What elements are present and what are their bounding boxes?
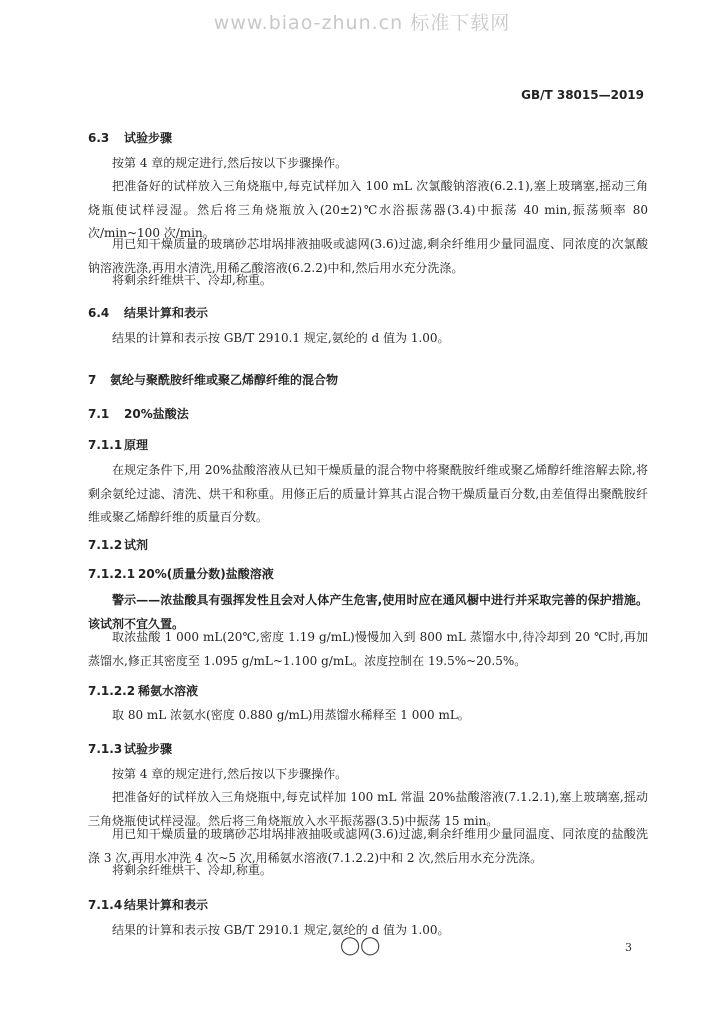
heading-number: 7.1.3 [88, 742, 123, 756]
heading-title: 试验步骤 [124, 131, 173, 145]
heading-title: 结果计算和表示 [124, 898, 209, 912]
heading-number: 7 [88, 373, 97, 387]
heading-title: 试验步骤 [124, 742, 173, 756]
paragraph: 取浓盐酸 1 000 mL(20℃,密度 1.19 g/mL)慢慢加入到 800 mL 蒸馏水中,待冷却到 20 ℃时,再加蒸馏水,修正其密度至 1.095 g/mL~1.100 g/mL。浓度控制在 19.5%~20.5%。 [88, 630, 648, 668]
paragraph: 按第 4 章的规定进行,然后按以下步骤操作。 [112, 156, 348, 170]
heading-number: 7.1 [88, 407, 110, 421]
warning-paragraph: 警示——浓盐酸具有强挥发性且会对人体产生危害,使用时应在通风橱中进行并采取完善的保护措施。该试剂不宜久置。 [88, 593, 648, 631]
heading-number: 7.1.1 [88, 438, 123, 452]
paragraph: 把准备好的试样放入三角烧瓶中,每克试样加入 100 mL 次氯酸钠溶液(6.2.1),塞上玻璃塞,摇动三角烧瓶使试样浸湿。然后将三角烧瓶放入(20±2)℃水浴振荡器(3.4)中振荡 40 min,振荡频率 80 次/min~100 次/min。 [88, 179, 648, 240]
paragraph: 按第 4 章的规定进行,然后按以下步骤操作。 [112, 767, 348, 781]
heading-7-1-2 [88, 536, 148, 553]
heading-title: 氨纶与聚酰胺纤维或聚乙烯醇纤维的混合物 [110, 373, 339, 387]
paragraph: 结果的计算和表示按 GB/T 2910.1 规定,氨纶的 d 值为 1.00。 [112, 331, 450, 345]
heading-6-3 [88, 129, 172, 146]
heading-6-4 [88, 304, 208, 321]
heading-7-1-4 [88, 896, 208, 913]
heading-title: 稀氨水溶液 [138, 684, 199, 698]
heading-7 [88, 371, 338, 388]
standard-code: GB/T 38015—2019 [521, 88, 644, 102]
heading-7-1 [88, 405, 189, 422]
heading-title: 20%(质量分数)盐酸溶液 [138, 567, 274, 581]
paragraph: 取 80 mL 浓氨水(密度 0.880 g/mL)用蒸馏水稀释至 1 000 mL。 [112, 708, 470, 722]
heading-number: 6.3 [88, 131, 110, 145]
paragraph: 把准备好的试样放入三角烧瓶中,每克试样加 100 mL 常温 20%盐酸溶液(7.1.2.1),塞上玻璃塞,摇动三角烧瓶使试样浸湿。然后将三角烧瓶放入水平振荡器(3.5)中振荡 15 min。 [88, 790, 648, 828]
paragraph: 用已知干燥质量的玻璃砂芯坩埚排液抽吸或滤网(3.6)过滤,剩余纤维用少量同温度、同浓度的次氯酸钠溶液洗涤,再用水清洗,用稀乙酸溶液(6.2.2)中和,然后用水充分洗涤。 [88, 237, 648, 275]
paragraph: 用已知干燥质量的玻璃砂芯坩埚排液抽吸或滤网(3.6)过滤,剩余纤维用少量同温度、同浓度的盐酸洗涤 3 次,再用水冲洗 4 次~5 次,用稀氨水溶液(7.1.2.2)中和 2 次,然后用水充分洗涤。 [88, 827, 648, 865]
footer-mark: ◯◯ [340, 935, 381, 956]
heading-title: 结果计算和表示 [124, 306, 209, 320]
paragraph: 将剩余纤维烘干、冷却,称重。 [112, 273, 272, 287]
heading-7-1-2-2 [88, 682, 198, 699]
heading-7-1-1 [88, 436, 148, 453]
heading-number: 7.1.2.2 [88, 684, 136, 698]
watermark: www.biao-zhun.cn 标准下载网 [213, 12, 511, 34]
heading-7-1-3 [88, 740, 172, 757]
heading-number: 7.1.4 [88, 898, 123, 912]
paragraph: 在规定条件下,用 20%盐酸溶液从已知干燥质量的混合物中将聚酰胺纤维或聚乙烯醇纤维溶解去除,将剩余氨纶过滤、清洗、烘干和称重。用修正后的质量计算其占混合物干燥质量百分数,由差值得出聚酰胺纤维或聚乙烯醇纤维的质量百分数。 [88, 463, 648, 524]
paragraph: 将剩余纤维烘干、冷却,称重。 [112, 863, 272, 877]
heading-title: 20%盐酸法 [124, 407, 189, 421]
page-number: 3 [625, 941, 632, 954]
heading-number: 6.4 [88, 306, 110, 320]
heading-title: 试剂 [124, 538, 149, 552]
paragraph: 结果的计算和表示按 GB/T 2910.1 规定,氨纶的 d 值为 1.00。 [112, 923, 450, 937]
heading-7-1-2-1 [88, 565, 274, 582]
heading-title: 原理 [124, 438, 149, 452]
heading-number: 7.1.2 [88, 538, 123, 552]
heading-number: 7.1.2.1 [88, 567, 136, 581]
